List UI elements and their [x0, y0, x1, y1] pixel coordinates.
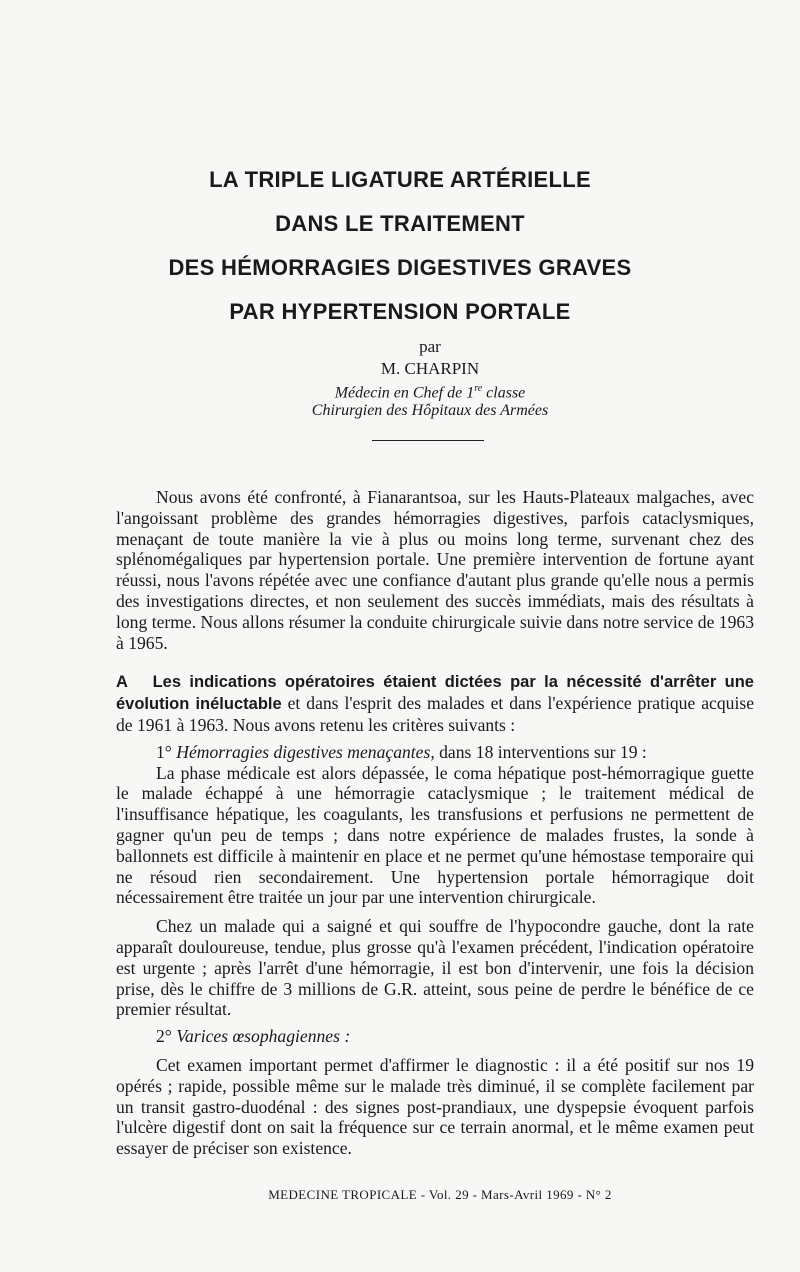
section-a-heading: Les indications opératoires étaient dictées par la nécessité d'arrêter une évolution inéluctable — [116, 673, 754, 714]
paragraph-2a: Cet examen important permet d'affirmer le diagnostic : il a été positif sur nos 19 opérés ; rapide, possible même sur le malade très diminué, il se complète facilement par un transit gastro-duodénal : des signes post-prandiaux, une dyspepsie évoquent parfois l'ulcère digestif dont on sait la fréquence sur ce terrain anormal, et le même examen peut essayer de préciser son existence. — [116, 1054, 754, 1159]
intro-paragraph: Nous avons été confronté, à Fianarantsoa, sur les Hauts-Plateaux malgaches, avec l'angoissant problème des grandes hémorragies digestives, parfois cataclysmiques, menaçant de toute manière la vie à plus ou moins long terme, survenant chez des splénomégaliques par hypertension portale. Une première intervention de fortune ayant réussi, nous l'avons répétée avec une confiance d'autant plus grande qu'elle nous a permis des investigations directes, et non seulement des succès immédiats, mais des résultats à long terme. Nous allons résumer la conduite chirurgicale suivie dans notre service de 1963 à 1965. — [116, 487, 754, 653]
paragraph-1b: Chez un malade qui a saigné et qui souffre de l'hypocondre gauche, dont la rate apparaît douloureuse, tendue, plus grosse qu'à l'examen précédent, l'indication opératoire est urgente ; après l'arrêt d'une hémorragie, il est bon d'intervenir, une fois la décision prise, dès le chiffre de 3 millions de G.R. atteint, sous peine de perdre le bénéfice de ce premier résultat. — [116, 916, 754, 1020]
author-role-1-sup: re — [474, 383, 483, 394]
point-2-heading — [116, 1026, 754, 1047]
point-2-title: Varices œsophagiennes : — [176, 1026, 351, 1047]
section-a-paragraph — [116, 671, 754, 735]
byline — [0, 336, 800, 420]
article-title — [0, 158, 800, 334]
point-1-title: Hémorragies digestives menaçantes, — [176, 741, 435, 762]
title-line-2: DANS LE TRAITEMENT — [275, 211, 525, 236]
point-1-number: 1° — [156, 741, 172, 762]
separator-rule — [372, 440, 484, 441]
byline-par: par — [419, 337, 441, 356]
title-line-4: PAR HYPERTENSION PORTALE — [229, 299, 571, 324]
point-2-number: 2° — [156, 1026, 172, 1047]
title-line-3: DES HÉMORRAGIES DIGESTIVES GRAVES — [168, 255, 632, 280]
section-a-rest: et dans l'esprit des malades et dans l'expérience pratique acquise de 1961 à 1963. Nous avons retenu les critères suivants : — [116, 693, 754, 735]
author-role-1-prefix: Médecin en Chef de 1 — [334, 384, 475, 402]
journal-footer: MEDECINE TROPICALE - Vol. 29 - Mars-Avril 1969 - N° 2 — [268, 1187, 612, 1202]
author-role-2: Chirurgien des Hôpitaux des Armées — [311, 402, 549, 420]
section-a-letter: A — [116, 673, 128, 692]
author-name: M. CHARPIN — [380, 359, 480, 378]
point-1-rest: dans 18 interventions sur 19 : — [434, 741, 647, 762]
author-role-1-suffix: classe — [482, 384, 526, 402]
paragraph-1a: La phase médicale est alors dépassée, le coma hépatique post-hémorragique guette le malade échappé à une hémorragie cataclysmique ; le traitement médical de l'insuffisance hépatique, les coagulants, les transfusions et perfusions ne permettent de gagner qu'un peu de temps ; dans notre expérience de malades frustes, la sonde à ballonnets est difficile à maintenir en place et ne permet qu'une hémostase temporaire qui ne résoud rien secondairement. Une hypertension portale hémorragique doit nécessairement être traitée un jour par une intervention chirurgicale. — [116, 762, 754, 908]
article-body — [116, 487, 754, 1159]
point-1-heading — [116, 742, 754, 763]
author-role-1 — [0, 380, 800, 402]
title-line-1: LA TRIPLE LIGATURE ARTÉRIELLE — [209, 167, 591, 192]
